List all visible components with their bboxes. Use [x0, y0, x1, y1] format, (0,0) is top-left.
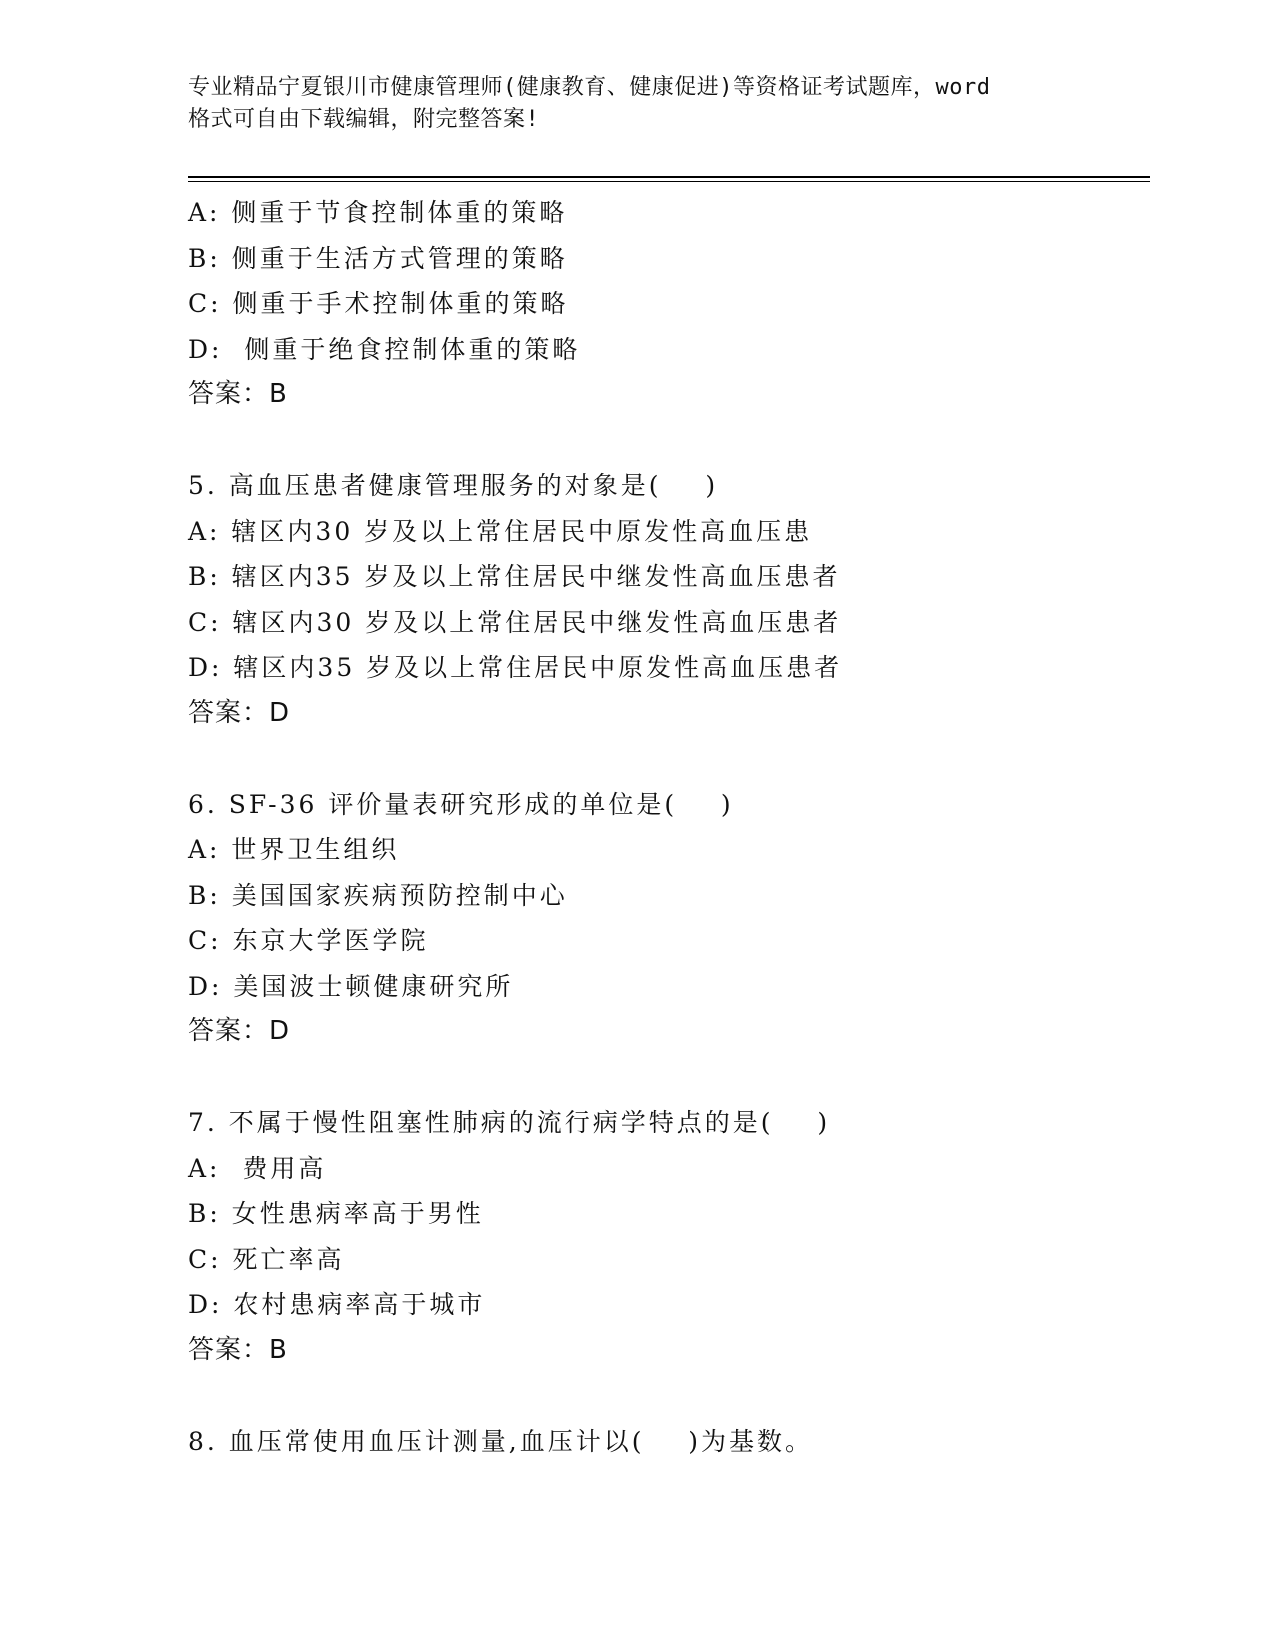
question-text: 7. 不属于慢性阻塞性肺病的流行病学特点的是( ) — [188, 1108, 831, 1137]
answer-label: 答案：B — [188, 1334, 288, 1365]
answer-label: 答案：D — [188, 1016, 291, 1046]
spacer — [188, 1055, 1148, 1101]
document-header — [188, 72, 1068, 136]
option-d: D: 侧重于绝食控制体重的策略 — [188, 334, 581, 364]
option-a: A: 辖区内30 岁及以上常住居民中原发性高血压患 — [188, 516, 813, 546]
question-text: 8. 血压常使用血压计测量,血压计以( )为基数。 — [188, 1426, 814, 1456]
option-b: B: 侧重于生活方式管理的策略 — [188, 243, 568, 273]
question-text: 5. 高血压患者健康管理服务的对象是( ) — [188, 471, 719, 500]
question-7 — [188, 1100, 1148, 1373]
answer-label: 答案：D — [188, 697, 291, 728]
spacer — [188, 736, 1148, 782]
spacer — [188, 1373, 1148, 1419]
option-a: A: 世界卫生组织 — [188, 835, 400, 864]
question-4 — [188, 190, 1148, 418]
header-line-2: 格式可自由下载编辑，附完整答案! — [188, 107, 540, 132]
option-d: D: 农村患病率高于城市 — [188, 1290, 486, 1319]
question-list — [188, 190, 1148, 1464]
option-b: B: 美国国家疾病预防控制中心 — [188, 880, 568, 910]
option-b: B: 女性患病率高于男性 — [188, 1199, 484, 1228]
question-6 — [188, 782, 1148, 1055]
option-c: C: 侧重于手术控制体重的策略 — [188, 289, 569, 318]
answer-label: 答案：B — [188, 379, 288, 409]
question-text: 6. SF-36 评价量表研究形成的单位是( ) — [188, 789, 734, 819]
header-line-1: 专业精品宁夏银川市健康管理师(健康教育、健康促进)等资格证考试题库，word — [188, 75, 991, 100]
question-8 — [188, 1419, 1148, 1465]
option-c: C: 东京大学医学院 — [188, 926, 429, 955]
header-rule-thick — [188, 176, 1150, 178]
option-c: C: 辖区内30 岁及以上常住居民中继发性高血压患者 — [188, 607, 842, 637]
question-5 — [188, 463, 1148, 736]
header-rule-thin — [188, 181, 1150, 182]
option-a: A: 费用高 — [188, 1153, 327, 1183]
option-a: A: 侧重于节食控制体重的策略 — [188, 198, 568, 227]
option-c: C: 死亡率高 — [188, 1244, 345, 1274]
option-d: D: 辖区内35 岁及以上常住居民中原发性高血压患者 — [188, 653, 843, 682]
option-d: D: 美国波士顿健康研究所 — [188, 971, 514, 1001]
spacer — [188, 418, 1148, 464]
option-b: B: 辖区内35 岁及以上常住居民中继发性高血压患者 — [188, 562, 841, 591]
